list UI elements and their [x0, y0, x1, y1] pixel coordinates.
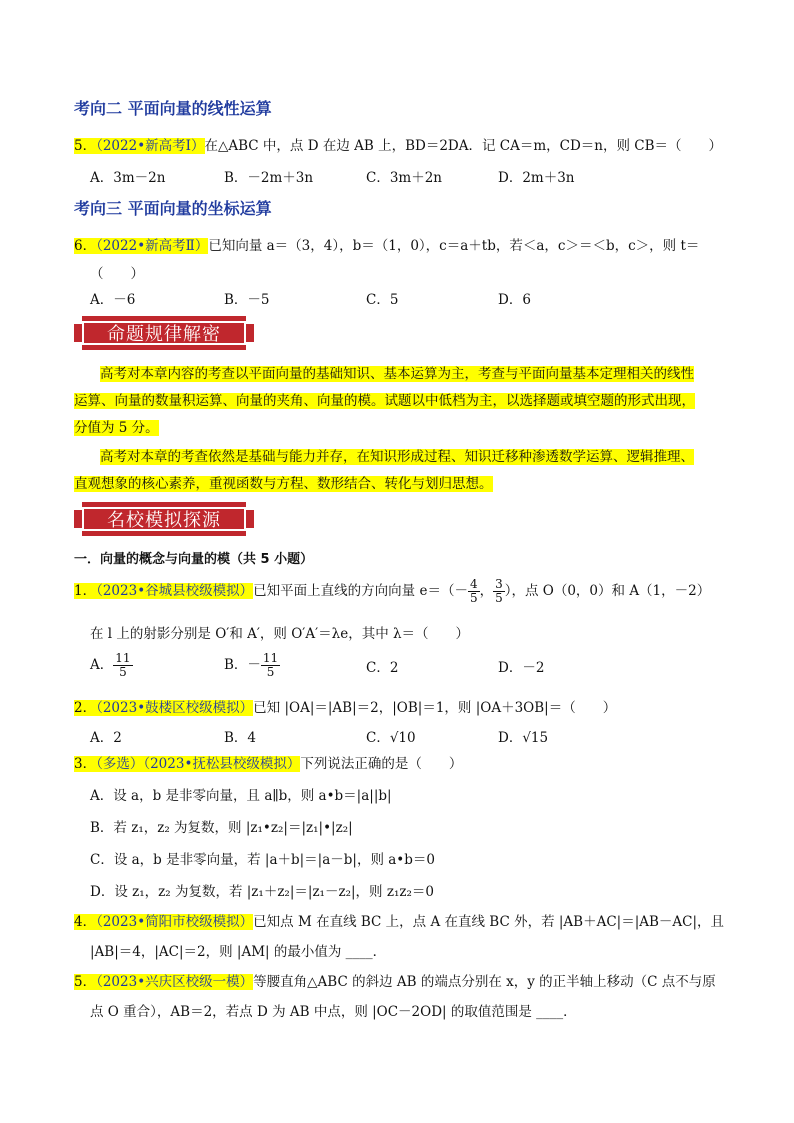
option-b: B．－5: [224, 292, 270, 308]
law-p2-line1: 高考对本章的考查依然是基础与能力并存，在知识形成过程、知识迁移种渗透数学运算、逻辑推理、: [100, 449, 694, 465]
law-p1-line2: 运算、向量的数量积运算、向量的夹角、向量的模。试题以中低档为主，以选择题或填空题的形式出现，: [74, 393, 695, 409]
option-c: C．5: [366, 292, 399, 308]
banner-label: 名校模拟探源: [82, 507, 246, 531]
fraction: $\frac{4}{5}$: [469, 577, 478, 605]
question-stem: 下列说法正确的是（ ）: [300, 756, 463, 772]
question-6: [74, 234, 699, 254]
mock-question-1: 1．（2023•谷城县校级模拟）已知平面上直线的方向向量 e＝（－ $\frac{4}{5}$ ， $\frac{3}{5}$ ），点 O（0，0）和 A（1，－2）: [74, 577, 711, 605]
option-d: D．－2: [498, 660, 545, 676]
question-number: 1．: [74, 583, 97, 599]
fraction: $\frac{3}{5}$: [495, 577, 503, 605]
option-c: C．√10: [366, 730, 416, 746]
question-line: |AB|＝4，|AC|＝2，则 |AM| 的最小值为 ____．: [90, 944, 387, 960]
mock-question-5: [74, 970, 716, 990]
option-c: C．设 a，b 是非零向量，若 |a＋b|＝|a－b|，则 a•b＝0: [90, 852, 436, 868]
option-a: A．－6: [90, 292, 136, 308]
question-source: （2023•鼓楼区校级模拟）: [96, 700, 254, 716]
question-number: 4．: [74, 914, 97, 930]
question-stem: 已知点 M 在直线 BC 上，点 A 在直线 BC 外，若 |AB＋AC|＝|AB－AC|，且: [253, 914, 725, 930]
question-source: （2022•新高考Ⅰ）: [96, 138, 205, 154]
option-a: A．2: [90, 730, 122, 746]
law-p1-line1: 高考对本章内容的考查以平面向量的基础知识、基本运算为主，考查与平面向量基本定理相关的线性: [100, 366, 694, 382]
option-b: B．－ $\frac{11}{5}$: [224, 651, 279, 679]
option-b: B．－2m＋3n: [224, 170, 314, 186]
section-heading-3: 考向三 平面向量的坐标运算: [74, 199, 272, 218]
question-number: 2．: [74, 700, 97, 716]
question-source: （2023•兴庆区校级一模）: [96, 974, 254, 990]
question-source: （多选）（2023•抚松县校级模拟）: [96, 756, 301, 772]
question-stem: 等腰直角△ABC 的斜边 AB 的端点分别在 x，y 的正半轴上移动（C 点不与原: [253, 974, 716, 990]
question-number: 5．: [74, 974, 97, 990]
question-number: 3．: [74, 756, 97, 772]
question-number: 5．: [74, 138, 97, 154]
mock-question-2: [74, 696, 616, 716]
option-d: D．6: [498, 292, 531, 308]
law-p1-line3: 分值为 5 分。: [74, 420, 159, 436]
section-heading-2: 考向二 平面向量的线性运算: [74, 99, 272, 118]
question-stem: 在△ABC 中，点 D 在边 AB 上，BD＝2DA．记 CA＝m，CD＝n，则 CB＝（ ）: [204, 138, 723, 154]
banner-schools: [74, 502, 254, 536]
option-c: C．3m＋2n: [366, 170, 443, 186]
option-b: B．4: [224, 730, 257, 746]
mock-question-4: [74, 910, 724, 930]
question-stem: 已知平面上直线的方向向量 e＝（－: [253, 583, 468, 599]
option-d: D．2m＋3n: [498, 170, 575, 186]
option-d: D．√15: [498, 730, 549, 746]
option-a: A． $\frac{11}{5}$: [90, 651, 131, 679]
question-number: 6．: [74, 238, 97, 254]
option-a: A．3m－2n: [90, 170, 166, 186]
option-d: D．设 z₁，z₂ 为复数，若 |z₁＋z₂|＝|z₁－z₂|，则 z₁z₂＝0: [90, 884, 434, 900]
question-source: （2022•新高考Ⅱ）: [96, 238, 209, 254]
law-p2-line2: 直观想象的核心素养，重视函数与方程、数形结合、转化与划归思想。: [74, 476, 493, 492]
question-source: （2023•谷城县校级模拟）: [96, 583, 254, 599]
banner-law: [74, 316, 254, 350]
question-line: 在 l 上的射影分别是 O′和 A′，则 O′A′＝λe，其中 λ＝（ ）: [90, 626, 470, 642]
mock-question-3: [74, 752, 462, 772]
question-6-blank: （ ）: [90, 266, 144, 282]
question-line: 点 O 重合），AB＝2，若点 D 为 AB 中点，则 |OC－2OD| 的取值范围是 ____．: [90, 1004, 577, 1020]
option-c: C．2: [366, 660, 399, 676]
question-5: [74, 134, 722, 154]
part-title: 一．向量的概念与向量的模（共 5 小题）: [74, 552, 314, 567]
question-source: （2023•简阳市校级模拟）: [96, 914, 254, 930]
banner-label: 命题规律解密: [82, 321, 246, 345]
question-stem: 已知向量 a＝（3，4），b＝（1，0），c＝a＋tb，若＜a，c＞＝＜b，c＞，则 t＝: [208, 238, 700, 254]
option-a: A．设 a，b 是非零向量，且 a∥b，则 a•b＝|a||b|: [90, 788, 392, 804]
option-b: B．若 z₁，z₂ 为复数，则 |z₁•z₂|＝|z₁|•|z₂|: [90, 820, 353, 836]
question-stem: 已知 |OA|＝|AB|＝2，|OB|＝1，则 |OA＋3OB|＝（ ）: [253, 700, 617, 716]
